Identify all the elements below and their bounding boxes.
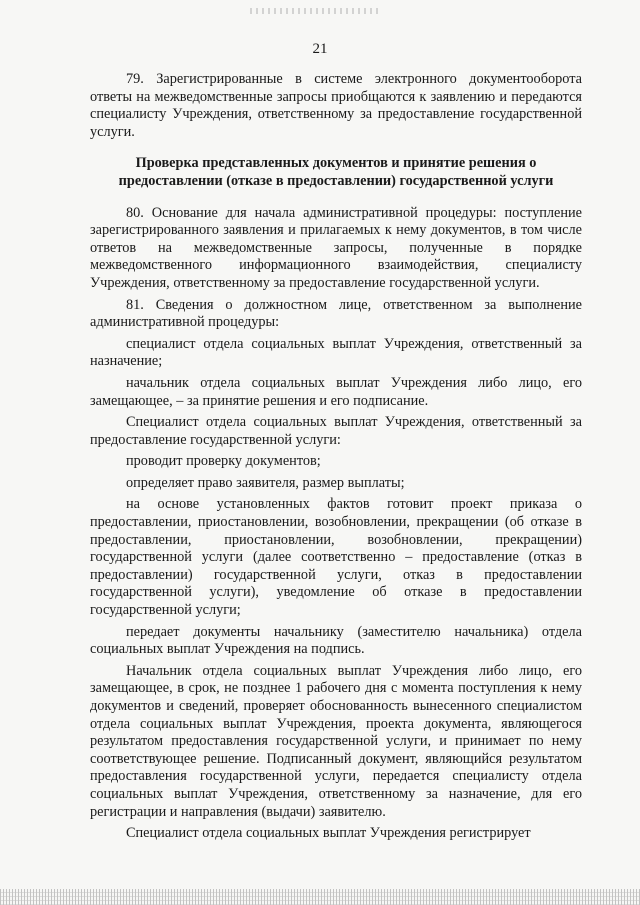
- paragraph-79: 79. Зарегистрированные в системе электронного документооборота ответы на межведомственные запросы приобщаются к заявлению и передаются специалисту Учреждения, ответственному за предоставление государственной услуги.: [90, 71, 582, 140]
- paragraph-80: 80. Основание для начала административной процедуры: поступление зарегистрированного заявления и прилагаемых к нему документов, в том числе ответов на межведомственные запросы, полученные в порядке межведомственного информационного взаимодействия, специалисту Учреждения, ответственному за предоставление государственной услуги.: [90, 204, 582, 291]
- scan-artifact-bottom: [0, 889, 640, 905]
- document-body: [90, 71, 582, 847]
- paragraph-prepare-order: на основе установленных фактов готовит проект приказа о предоставлении, приостановлении, возобновлении, прекращении (об отказе в предоставлении, приостановлении, возобновлении, прекращении) государственной услуги (далее соответственно – предоставление (отказ в предоставлении) государственной услуги, отказ в предоставлении государственной услуги), уведомление об отказе в предоставлении государственной услуги;: [90, 496, 582, 619]
- paragraph-head: начальник отдела социальных выплат Учреждения либо лицо, его замещающее, – за принятие решения и его подписание.: [90, 374, 582, 409]
- paragraph-specialist-duties: Специалист отдела социальных выплат Учреждения, ответственный за предоставление государственной услуги:: [90, 414, 582, 448]
- paragraph-head-review: Начальник отдела социальных выплат Учреждения либо лицо, его замещающее, в срок, не позднее 1 рабочего дня с момента поступления к нему документов и сведений, проверяет обоснованность вынесенного специалистом отдела социальных выплат Учреждения, проекта документа, являющегося результатом предоставления государственной услуги, и принимает по нему соответствующее решение. Подписанный документ, являющийся результатом предоставления государственной услуги, передается специалисту отдела социальных выплат Учреждения, ответственному за назначение, для его регистрации и направления (выдачи) заявителю.: [90, 662, 582, 820]
- paragraph-transfer-docs: передает документы начальнику (заместителю начальника) отдела социальных выплат Учреждения на подпись.: [90, 623, 582, 658]
- paragraph-register: Специалист отдела социальных выплат Учреждения регистрирует: [126, 825, 531, 842]
- section-heading: Проверка представленных документов и принятие решения о предоставлении (отказе в предоставлении) государственной услуги: [118, 155, 554, 189]
- paragraph-81: 81. Сведения о должностном лице, ответственном за выполнение административной процедуры:: [90, 296, 582, 331]
- paragraph-determine-right: определяет право заявителя, размер выплаты;: [126, 474, 405, 491]
- paragraph-check-docs: проводит проверку документов;: [126, 453, 321, 470]
- page-number: 21: [312, 41, 328, 57]
- paragraph-specialist: специалист отдела социальных выплат Учреждения, ответственный за назначение;: [90, 335, 582, 370]
- scan-artifact-top: [250, 8, 380, 14]
